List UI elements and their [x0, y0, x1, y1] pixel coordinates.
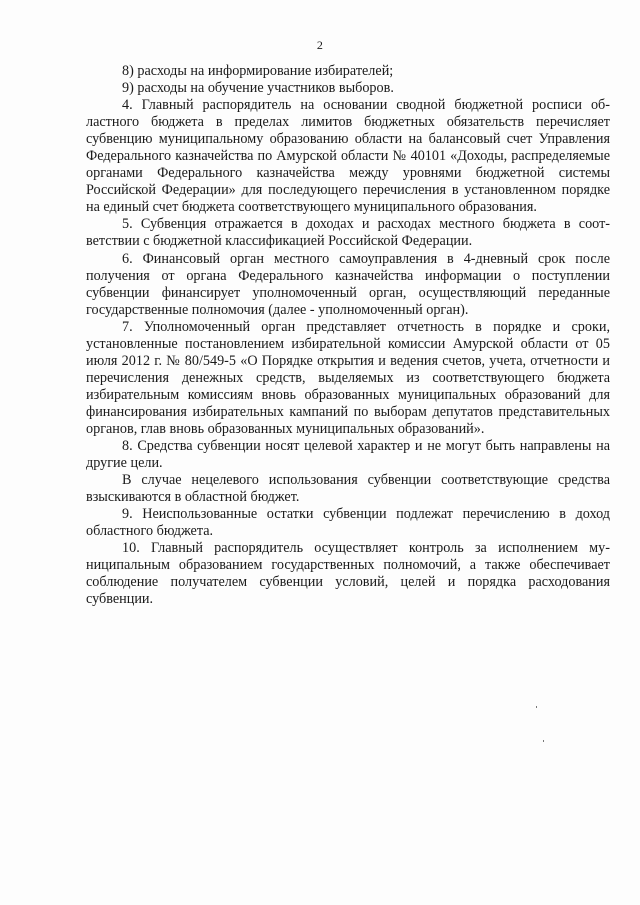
- list-item-expenses-training: 9) расходы на обучение участников выборов.: [122, 80, 394, 97]
- paragraph-7-reporting: 7. Уполномоченный орган представляет отчетность в порядке и сроки, установленные постановлением избирательной комиссии Амурской области от 05 июля 2012 г. № 80/549-5 «О Порядке открытия и ведения счетов, учета, отчетности и перечисления денежных средств, выделяемых из соответствующего бюджета избирательным комиссиям вновь образованных муниципальных образований для финансирования избирательных кампаний по выборам депутатов представительных органов, глав вновь образованных муниципальных образований».: [86, 318, 610, 437]
- paragraph-8-purpose: 8. Средства субвенции носят целевой характер и не могут быть направлены на другие цели.: [86, 438, 610, 472]
- document-body: [86, 63, 610, 609]
- paragraph-4-transfer: 4. Главный распорядитель на основании сводной бюджетной росписи областного бюджета в пределах лимитов бюджетных обязательств перечисляет субвенцию муниципальному образованию области на балансовый счет Управления Федерального казначейства по Амурской области № 40101 «Доходы, распределяемые органами Федерального казначейства между уровнями бюджетной системы Российской Федерации» для последующего перечисления в установленном порядке на единый счет бюджета соответствующего муниципального образования.: [86, 97, 610, 216]
- list-item-expenses-informing: 8) расходы на информирование избирателей;: [122, 63, 394, 79]
- paragraph-10-control: 10. Главный распорядитель осуществляет контроль за исполнением муниципальным образованием государственных полномочий, а также обеспечивает соблюдение получателем субвенции условий, целей и порядка расходования субвенции.: [86, 540, 610, 608]
- paragraph-6-financing: 6. Финансовый орган местного самоуправления в 4-дневный срок после получения от органа Федерального казначейства информации о поступлении субвенции финансирует уполномоченный орган, осуществляющий переданные государственные полномочия (далее - уполномоченный орган).: [86, 250, 610, 318]
- paragraph-5-accounting: 5. Субвенция отражается в доходах и расходах местного бюджета в соответствии с бюджетной классификацией Российской Федерации.: [86, 216, 610, 250]
- page-number: 2: [316, 38, 324, 52]
- paragraph-9-remainders: 9. Неиспользованные остатки субвенции подлежат перечислению в доход областного бюджета.: [86, 506, 610, 540]
- scan-speck: [543, 740, 544, 742]
- paragraph-misuse: В случае нецелевого использования субвенции соответствующие средства взыскиваются в областной бюджет.: [86, 472, 610, 506]
- scan-speck: [536, 706, 537, 708]
